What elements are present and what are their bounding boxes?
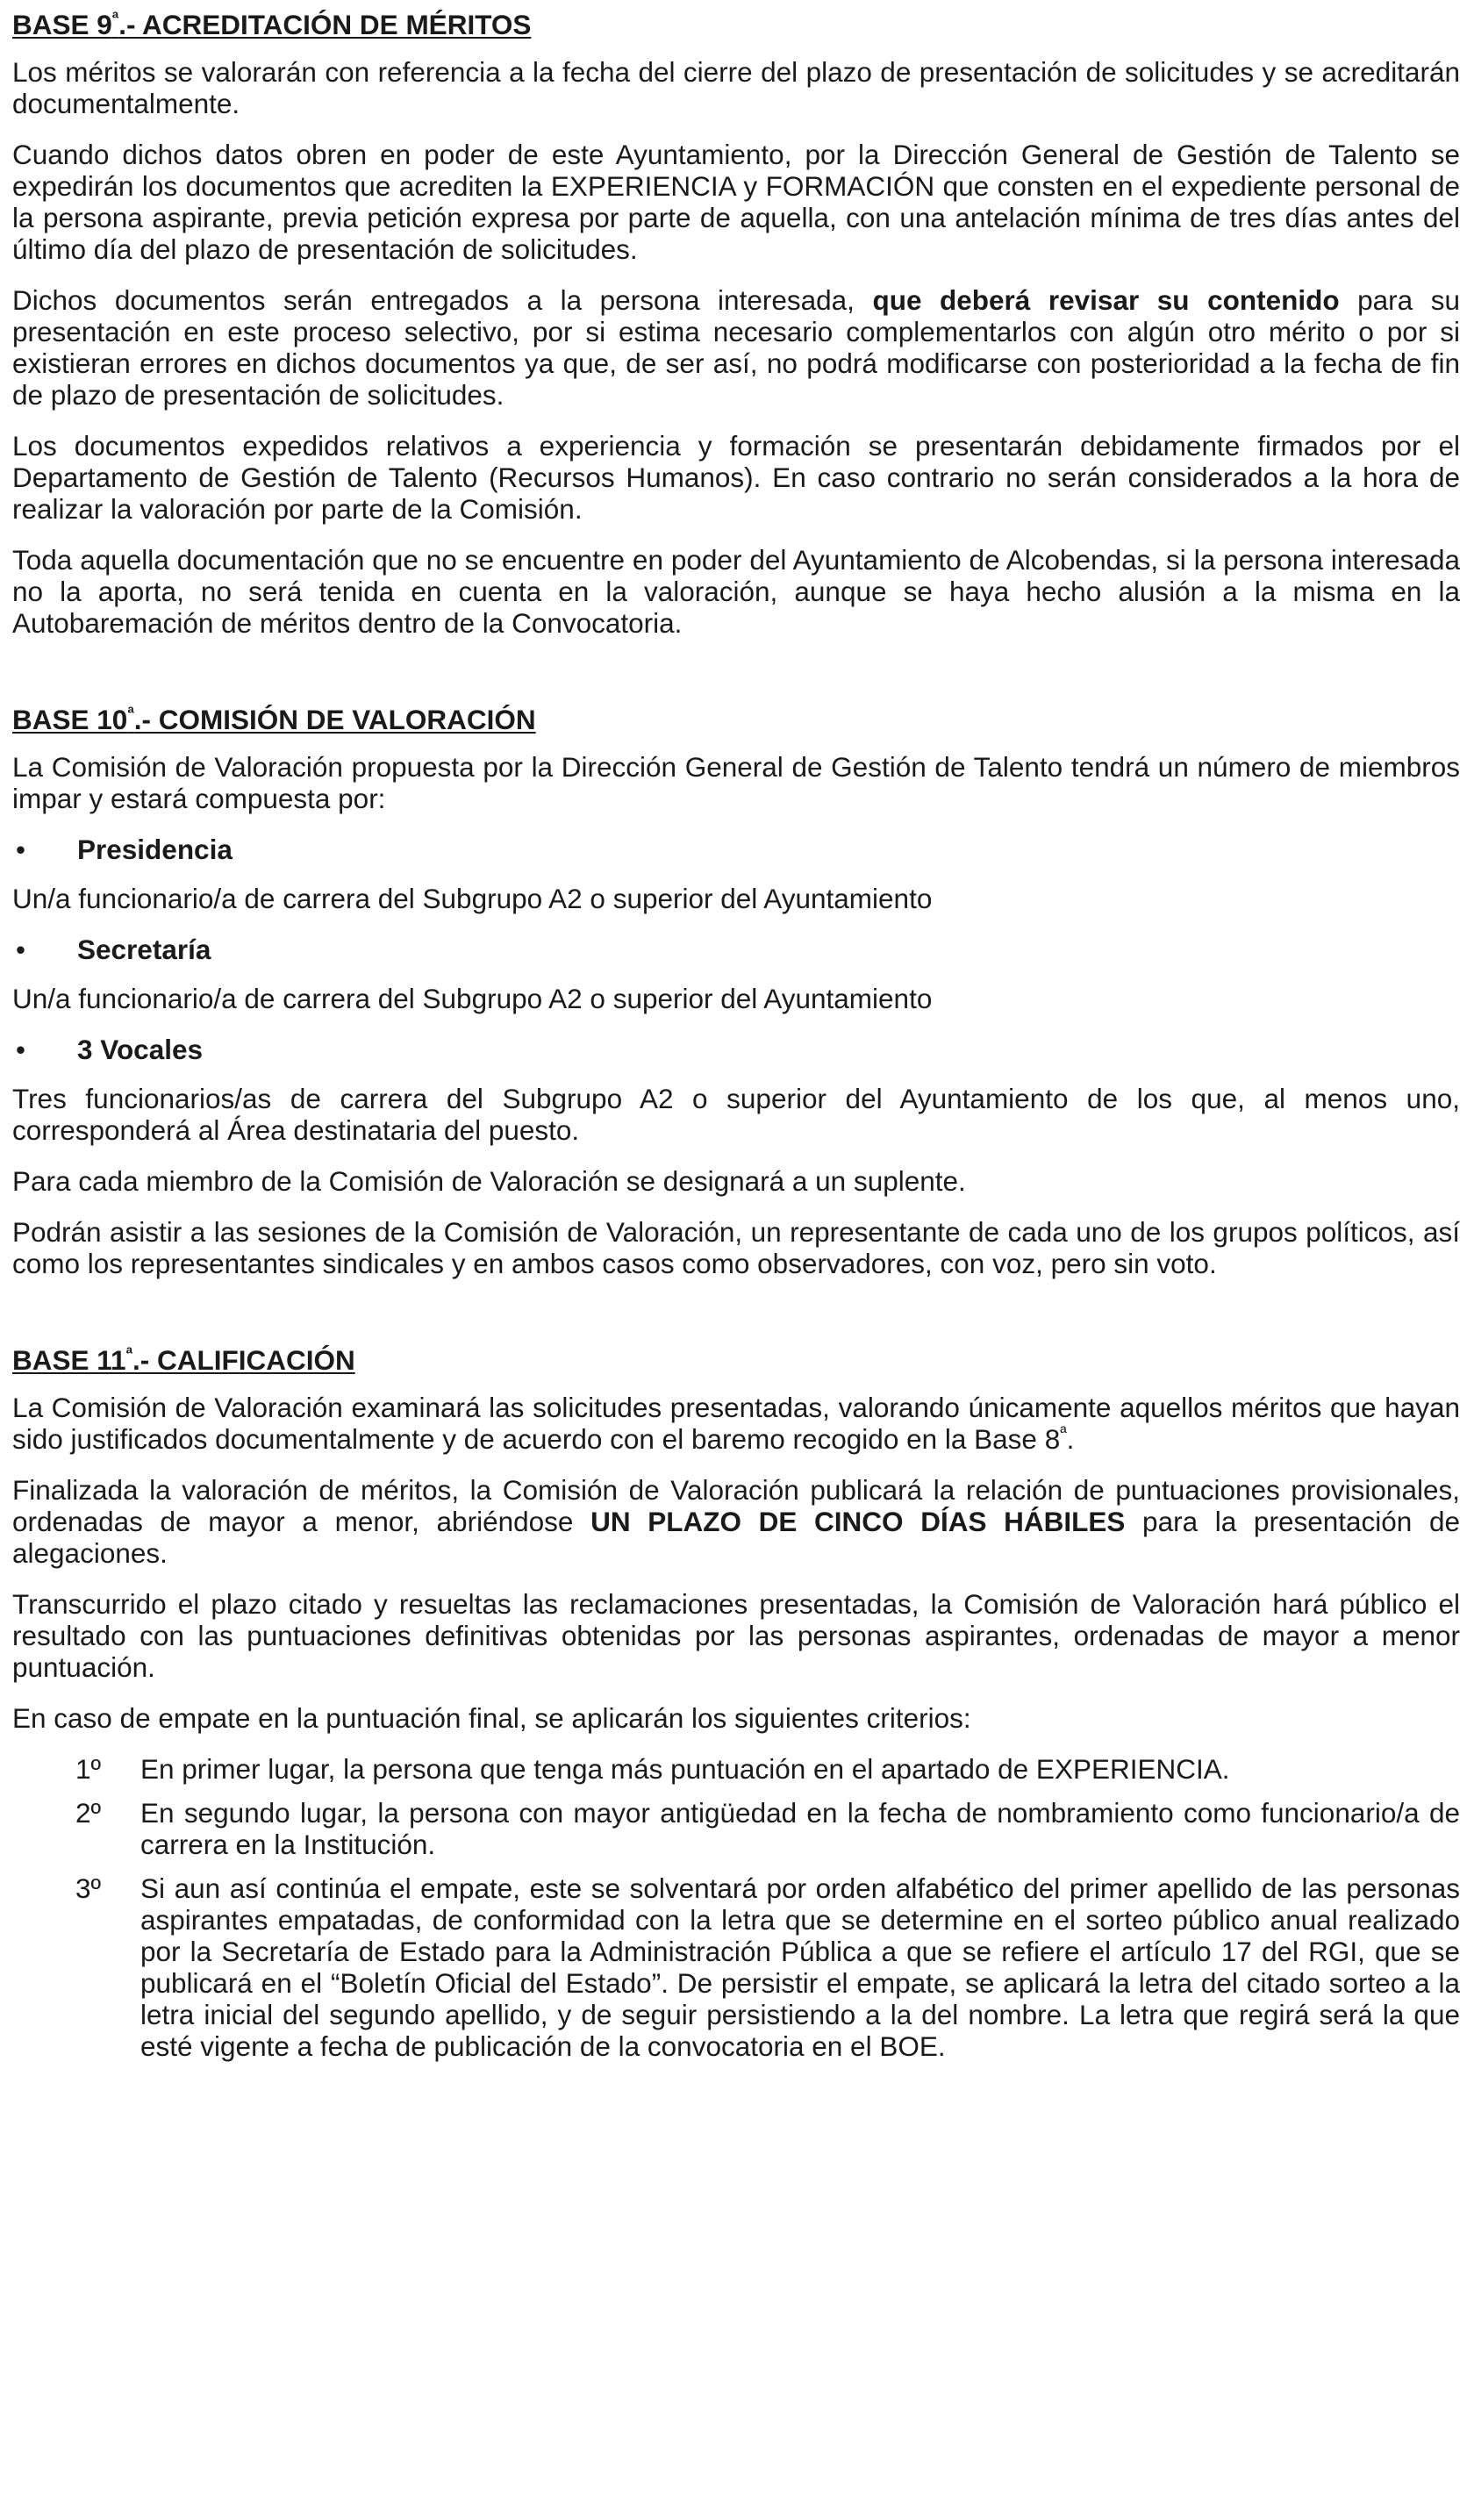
list-marker: 1º (75, 1753, 102, 1785)
paragraph-examinara (12, 1392, 1460, 1455)
text-run: para su presentación en este proceso selectivo, por si estima necesario complementarlos con algún otro mérito o por si existieran errores en dichos documentos ya que, de ser así, no podrá modificarse con posterioridad a la fecha de fin de plazo de presentación de solicitudes. (12, 284, 1460, 411)
member-bullet-secretaria (12, 934, 1460, 965)
list-item-text: En segundo lugar, la persona con mayor antigüedad en la fecha de nombramiento como funcionario/a de carrera en la Institución. (140, 1797, 1460, 1860)
member-label: Presidencia (77, 834, 233, 865)
member-bullet-vocales (12, 1034, 1460, 1065)
heading-title: .- ACREDITACIÓN DE MÉRITOS (118, 9, 532, 40)
paragraph-documentos-expedidos: Cuando dichos datos obren en poder de este Ayuntamiento, por la Dirección General de Gestión de Talento se expedirán los documentos que acrediten la EXPERIENCIA y FORMACIÓN que consten en el expediente personal de la persona aspirante, previa petición expresa por parte de aquella, con una antelación mínima de tres días antes del último día del plazo de presentación de solicitudes. (12, 139, 1460, 265)
section-spacer (12, 658, 1460, 704)
list-item (12, 1872, 1460, 2062)
member-description: Un/a funcionario/a de carrera del Subgrupo A2 o superior del Ayuntamiento (12, 883, 933, 914)
member-label: Secretaría (77, 934, 211, 965)
member-bullet-presidencia (12, 834, 1460, 865)
list-marker: 3º (75, 1872, 102, 1904)
section-base-10 (12, 704, 1460, 1279)
bullet-icon: • (16, 934, 26, 965)
section-base-11 (12, 1344, 1460, 2062)
heading-prefix: BASE 11 (12, 1344, 126, 1376)
heading-ordinal: ª (111, 9, 119, 29)
member-description: Un/a funcionario/a de carrera del Subgrupo A2 o superior del Ayuntamiento (12, 983, 933, 1014)
heading-ordinal: ª (127, 704, 134, 724)
paragraph-observadores: Podrán asistir a las sesiones de la Comisión de Valoración, un representante de cada uno de los grupos políticos, así como los representantes sindicales y en ambos casos como observadores, con voz, pero sin voto. (12, 1216, 1460, 1279)
section-base-9 (12, 9, 1460, 639)
text-run: para la presentación de alegaciones. (12, 1506, 1460, 1569)
tie-break-criteria-list (12, 1753, 1460, 2062)
list-item (12, 1797, 1460, 1860)
list-item (12, 1753, 1460, 1785)
heading-ordinal: ª (125, 1344, 132, 1364)
text-run: Finalizada la valoración de méritos, la Comisión de Valoración publicará la relación de puntuaciones provisionales, ordenadas de mayor a menor, abriéndose (12, 1474, 1460, 1537)
member-label: 3 Vocales (77, 1034, 204, 1065)
bullet-icon: • (16, 834, 26, 865)
ordinal-mark: ª (1060, 1423, 1067, 1443)
paragraph-suplente: Para cada miembro de la Comisión de Valoración se designará a un suplente. (12, 1165, 966, 1197)
member-description: Tres funcionarios/as de carrera del Subgrupo A2 o superior del Ayuntamiento de los que, al menos uno, corresponderá al Área destinataria del puesto. (12, 1083, 1460, 1146)
emphasis-text: UN PLAZO DE CINCO DÍAS HÁBILES (590, 1506, 1126, 1537)
section-heading-base-11 (12, 1344, 1460, 1376)
section-spacer (12, 1299, 1460, 1344)
text-run: Dichos documentos serán entregados a la persona interesada, (12, 284, 873, 316)
paragraph-alegaciones (12, 1474, 1460, 1569)
paragraph-empate: En caso de empate en la puntuación final, se aplicarán los siguientes criterios: (12, 1702, 971, 1734)
heading-title: .- CALIFICACIÓN (132, 1344, 355, 1376)
section-heading-base-10 (12, 704, 1460, 735)
list-marker: 2º (75, 1797, 102, 1829)
heading-title: .- COMISIÓN DE VALORACIÓN (133, 704, 536, 735)
paragraph-firmados: Los documentos expedidos relativos a experiencia y formación se presentarán debidamente firmados por el Departamento de Gestión de Talento (Recursos Humanos). En caso contrario no serán considerados a la hora de realizar la valoración por parte de la Comisión. (12, 430, 1460, 525)
heading-prefix: BASE 9 (12, 9, 112, 40)
paragraph-revisar-contenido (12, 284, 1460, 411)
list-item-text: Si aun así continúa el empate, este se solventará por orden alfabético del primer apellido de las personas aspirantes empatadas, de conformidad con la letra que se determine en el sorteo público anual realizado por la Secretaría de Estado para la Administración Pública a que se refiere el artículo 17 del RGI, que se publicará en el “Boletín Oficial del Estado”. De persistir el empate, se aplicará la letra del citado sorteo a la letra inicial del segundo apellido, y de seguir persistiendo a la del nombre. La letra que regirá será la que esté vigente a fecha de publicación de la convocatoria en el BOE. (140, 1872, 1460, 2062)
text-run: . (1066, 1423, 1075, 1455)
heading-prefix: BASE 10 (12, 704, 128, 735)
paragraph-documentacion-no-aportada: Toda aquella documentación que no se encuentre en poder del Ayuntamiento de Alcobendas, si la persona interesada no la aporta, no será tenida en cuenta en la valoración, aunque se haya hecho alusión a la misma en la Autobaremación de méritos dentro de la Convocatoria. (12, 544, 1460, 639)
bullet-icon: • (16, 1034, 26, 1065)
paragraph-meritos-fecha: Los méritos se valorarán con referencia a la fecha del cierre del plazo de presentación de solicitudes y se acreditarán documentalmente. (12, 56, 1460, 119)
paragraph-resultado: Transcurrido el plazo citado y resueltas las reclamaciones presentadas, la Comisión de Valoración hará público el resultado con las puntuaciones definitivas obtenidas por las personas aspirantes, ordenadas de mayor a menor puntuación. (12, 1588, 1460, 1683)
section-heading-base-9 (12, 9, 1460, 40)
emphasis-text: que deberá revisar su contenido (872, 284, 1340, 316)
text-run: La Comisión de Valoración examinará las solicitudes presentadas, valorando únicamente aquellos méritos que hayan sido justificados documentalmente y de acuerdo con el baremo recogido en la Base 8 (12, 1392, 1460, 1455)
paragraph-composicion: La Comisión de Valoración propuesta por la Dirección General de Gestión de Talento tendrá un número de miembros impar y estará compuesta por: (12, 751, 1460, 814)
list-item-text: En primer lugar, la persona que tenga más puntuación en el apartado de EXPERIENCIA. (140, 1753, 1230, 1785)
